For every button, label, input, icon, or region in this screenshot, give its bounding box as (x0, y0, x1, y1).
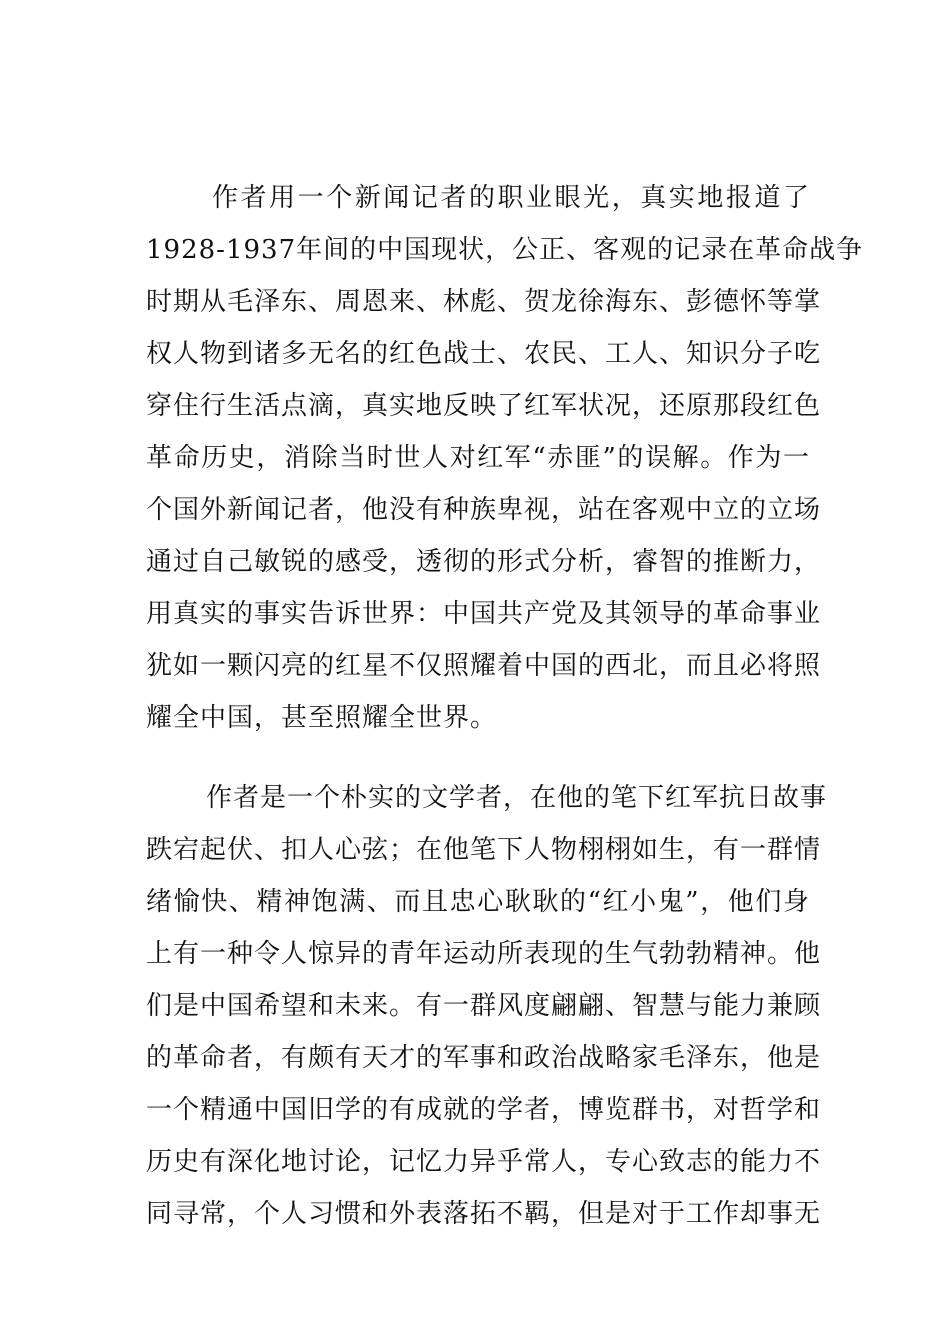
paragraph-2 (146, 772, 828, 1240)
paragraph-line: 犹如一颗闪亮的红星不仅照耀着中国的西北，而且必将照 (146, 651, 822, 681)
paragraph-line: 通过自己敏锐的感受，透彻的形式分析，睿智的推断力， (146, 547, 822, 577)
paragraph-line: 革命历史，消除当时世人对红军“赤匪”的误解。作为一 (146, 443, 810, 473)
paragraph-line: 绪愉快、精神饱满、而且忠心耿耿的“红小鬼”，他们身 (146, 887, 810, 917)
paragraph-line: 1928-1937年间的中国现状，公正、客观的记录在革命战争 (146, 235, 864, 265)
paragraph-line: 上有一种令人惊异的青年运动所表现的生气勃勃精神。他 (146, 939, 822, 969)
paragraph-line: 权人物到诸多无名的红色战士、农民、工人、知识分子吃 (146, 339, 822, 369)
paragraph-line: 一个精通中国旧学的有成就的学者，博览群书，对哲学和 (146, 1095, 822, 1125)
paragraph-1 (146, 172, 864, 744)
paragraph-line: 历史有深化地讨论，记忆力异乎常人，专心致志的能力不 (146, 1147, 822, 1177)
paragraph-line: 跌宕起伏、扣人心弦；在他笔下人物栩栩如生，有一群情 (146, 835, 822, 865)
paragraph-line: 作者是一个朴实的文学者，在他的笔下红军抗日故事 (206, 783, 828, 813)
paragraph-line: 的革命者，有颇有天才的军事和政治战略家毛泽东，他是 (146, 1043, 822, 1073)
paragraph-line: 们是中国希望和未来。有一群风度翩翩、智慧与能力兼顾 (146, 991, 822, 1021)
paragraph-line: 个国外新闻记者，他没有种族卑视，站在客观中立的立场 (146, 495, 822, 525)
paragraph-line: 耀全中国，甚至照耀全世界。 (146, 703, 498, 733)
paragraph-line: 用真实的事实告诉世界：中国共产党及其领导的革命事业 (146, 599, 822, 629)
paragraph-line: 作者用一个新闻记者的职业眼光，真实地报道了 (212, 183, 810, 213)
paragraph-line: 同寻常，个人习惯和外表落拓不羁，但是对于工作却事无 (146, 1199, 822, 1229)
paragraph-line: 穿住行生活点滴，真实地反映了红军状况，还原那段红色 (146, 391, 822, 421)
paragraph-line: 时期从毛泽东、周恩来、林彪、贺龙徐海东、彭德怀等掌 (146, 287, 822, 317)
